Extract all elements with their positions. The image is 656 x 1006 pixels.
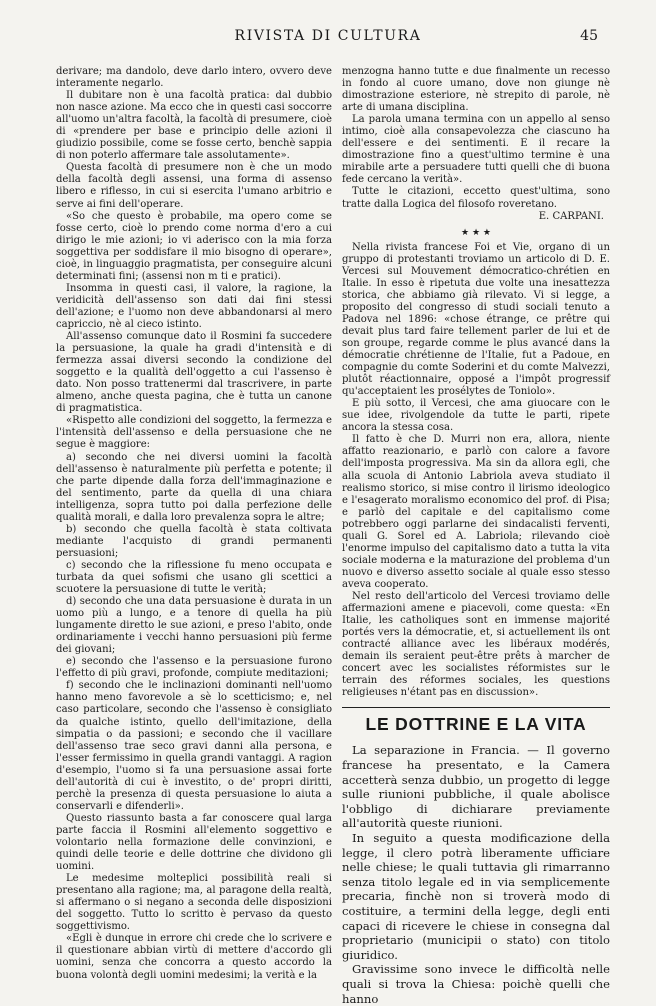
- left-column: [56, 66, 332, 981]
- section-divider: [342, 707, 610, 708]
- page-header: [0, 28, 656, 50]
- page-number: 45: [580, 28, 598, 44]
- paragraph: Insomma in questi casi, il valore, la ragione, la veridicità dell'assenso son dati dai fini stessi dell'azione; e l'uomo non deve abbandonarsi al mero capriccio, nè al cieco istinto.: [56, 282, 332, 330]
- section-heading: LE DOTTRINE E LA VITA: [365, 714, 587, 735]
- paragraph: Il fatto è che D. Murri non era, allora, niente affatto reazionario, e parlò con calore a favore dell'imposta progressiva. Ma sin da allora egli, che alla scuola di Antonio Labriola aveva studiato il realismo storico, si mise contro il lirismo ideologico e l'esagerato moralismo economico del prof. di Pisa; e parlò del capitale e del capitalismo come potrebbero oggi parlarne dei sindacalisti ferventi, quali G. Sorel ed A. Labriola; rilevando cioè l'enorme impulso del capitalismo dato a tutta la vita sociale moderna e la maturazione del problema d'un nuovo e diverso assetto sociale al quale esso stesso aveva cooperato.: [342, 434, 610, 590]
- paragraph: Gravissime sono invece le difficoltà nelle quali si trova la Chiesa: poichè quelli che hanno: [342, 962, 610, 1006]
- author-signature: E. CARPANI.: [538, 210, 604, 222]
- running-title: RIVISTA DI CULTURA: [234, 28, 422, 44]
- paragraph: In seguito a questa modificazione della legge, il clero potrà liberamente ufficiare nelle chiese; le quali tuttavia gli rimarranno senza titolo legale ed in via semplicemente precaria, finchè non si troverà modo di costituire, a termini della legge, degli enti capaci di ricevere le chiese in consegna dal proprietario (municipii o stato) con titolo giuridico.: [342, 831, 610, 962]
- paragraph: «Egli è dunque in errore chi crede che lo scrivere e il questionare abbian virtù di mettere d'accordo gli uomini, senza che concorra a questo accordo la buona volontà degli uomini medesimi; la verità e la: [56, 933, 332, 981]
- right-column: [342, 66, 610, 1006]
- paragraph: Nel resto dell'articolo del Vercesi troviamo delle affermazioni amene e piacevoli, come questa: «En Italie, les catholiques sont en immense majorité portés vers la démocratie, et, si actuellement ils ont contracté alliance avec les libéraux modérés, demain ils seraient peut-être prêts à marcher de concert avec les socialistes réformistes sur le terrain des réformes sociales, les questions religieuses n'étant pas en discussion».: [342, 590, 610, 699]
- paragraph: «Rispetto alle condizioni del soggetto, la fermezza e l'intensità dell'assenso e della persuasione che ne segue è maggiore:: [56, 415, 332, 451]
- paragraph: Questo riassunto basta a far conoscere qual larga parte faccia il Rosmini all'elemento soggettivo e volontario nella formazione delle convinzioni, e quindi delle teorie e delle dottrine che dividono gli uomini.: [56, 812, 332, 873]
- paragraph: derivare; ma dandolo, deve darlo intero, ovvero deve interamente negarlo.: [56, 66, 332, 90]
- paragraph: La parola umana termina con un appello al senso intimo, cioè alla consapevolezza che ciascuno ha dell'essere e dei sentimenti. E il recare la dimostrazione fino a quest'ultimo termine è una mirabile arte a persuadere tutti quelli che di buona fede cercano la verità».: [342, 114, 610, 186]
- list-item: a) secondo che nei diversi uomini la facoltà dell'assenso è naturalmente più perfetta e potente; il che parte dipende dalla forza dell'immaginazione e del sentimento, parte da quella di una chiara intelligenza, sopra tutto poi dalla perfezione delle qualità morali, e dalla loro prevalenza sopra le altre;: [56, 451, 332, 523]
- paragraph: «So che questo è probabile, ma opero come se fosse certo, cioè lo prendo come norma d'ero a cui dirigo le mie azioni; io vi aderisco con la mia forza soggettiva per soddisfare il mio bisogno di operare», cioè, in linguaggio pragmatista, per conseguire alcuni determinati fini; (assensi non m ti e pratici).: [56, 210, 332, 282]
- list-item: b) secondo che quella facoltà è stata coltivata mediante l'acquisto di grandi permanenti persuasioni;: [56, 523, 332, 559]
- list-item: c) secondo che la riflessione fu meno occupata e turbata da quei sofismi che usano gli scettici a scuotere la persuasione di tutte le verità;: [56, 559, 332, 596]
- paragraph: menzogna hanno tutte e due finalmente un recesso in fondo al cuore umano, dove non giunge nè dimostrazione esteriore, nè strepito di parole, nè arte di umana disciplina.: [342, 66, 610, 114]
- paragraph: Questa facoltà di presumere non è che un modo della facoltà degli assensi, una forma di assenso libero e riflesso, in cui si esercita l'umano arbitrio e serve ai fini dell'operare.: [56, 162, 332, 210]
- paragraph: La separazione in Francia. — Il governo francese ha presentato, e la Camera accetterà senza dubbio, un progetto di legge sulle riunioni pubbliche, il quale abolisce l'obbligo di dichiarare previamente all'autorità queste riunioni.: [342, 743, 610, 831]
- list-item: f) secondo che le inclinazioni dominanti nell'uomo hanno meno favorevole a sè lo scetticismo; e, nel caso particolare, secondo che l'assenso è consigliato da qualche istinto, quello dell'imitazione, della simpatia o da passioni; e secondo che il vacillare dell'assenso trae seco gravi danni alla persona, e l'esser fermissimo in quella grandi vantaggi. A ragion d'esempio, l'uomo si fa una persuasione assai forte dell'autorità di cui è investito, o de' propri diritti, perchè la presenza di questa persuasione lo aiuta a conservarli e difenderli».: [56, 680, 332, 812]
- paragraph: E più sotto, il Vercesi, che ama giuocare con le sue idee, rivolgendole da tutte le parti, ripete ancora la stessa cosa.: [342, 398, 610, 434]
- paragraph: Nella rivista francese Foi et Vie, organo di un gruppo di protestanti troviamo un articolo di D. E. Vercesi sul Mouvement démocratico-chrétien en Italie. In esso è ripetuta due volte una inesattezza storica, che abbiamo già rilevato. Vi si legge, a proposito del congresso di studi sociali tenuto a Padova nel 1896: «chose étrange, ce prêtre qui devait plus tard faire tellement parler de lui et de son groupe, regarde comme le plus avancé dans la démocratie chrétienne de l'Italie, fut a Padoue, en compagnie du comte Soderini et du comte Malvezzi, plutôt réactionnaire, opposé a l'impôt progressif qu'acceptaient les prosélytes de Toniolo».: [342, 241, 610, 398]
- paragraph: Il dubitare non è una facoltà pratica: dal dubbio non nasce azione. Ma ecco che in questi casi soccorre all'uomo un'altra facoltà, la facoltà di presumere, cioè di «prendere per base e principio delle azioni il giudizio possibile, come se fosse certo, benchè sappia di non poterlo affermare tale assolutamente».: [56, 90, 332, 162]
- paragraph: Le medesime molteplici possibilità reali si presentano alla ragione; ma, al paragone della realtà, si affermano o si negano a seconda delle disposizioni del soggetto. Tutto lo scritto è pervaso da questo soggettivismo.: [56, 873, 332, 933]
- section-separator-stars: ★ ★ ★: [461, 227, 491, 238]
- list-item: d) secondo che una data persuasione è durata in un uomo più a lungo, e a tenore di quella ha più lungamente diretto le sue azioni, e preso l'abito, onde ordinariamente i vecchi hanno persuasioni più ferme dei giovani;: [56, 596, 332, 656]
- paragraph: All'assenso comunque dato il Rosmini fa succedere la persuasione, la quale ha gradi d'intensità e di fermezza assai diversi secondo la condizione del soggetto e la qualità dell'oggetto a cui l'assenso è dato. Non posso trattenermi dal trascrivere, in parte almeno, anche questa pagina, che è tutta un canone di pragmatistica.: [56, 331, 332, 415]
- list-item: e) secondo che l'assenso e la persuasione furono l'effetto di più gravi, profonde, compiute meditazioni;: [56, 656, 332, 680]
- paragraph: Tutte le citazioni, eccetto quest'ultima, sono tratte dalla Logica del filosofo roveretano.: [342, 186, 610, 210]
